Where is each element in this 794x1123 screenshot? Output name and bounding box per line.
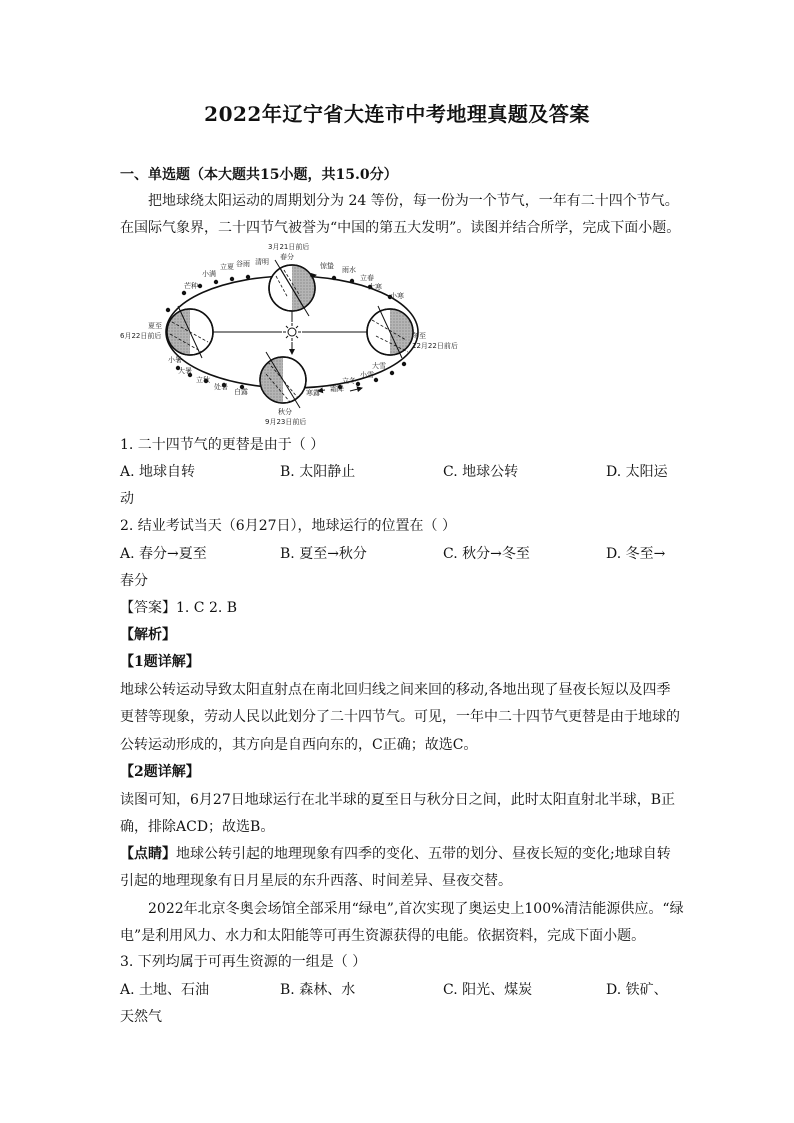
term-label: 立冬 xyxy=(342,377,356,385)
term-label: 惊蛰 xyxy=(320,262,334,270)
option-c[interactable]: C. 秋分→冬至 xyxy=(443,546,530,562)
term-label: 清明 xyxy=(255,258,269,266)
term-label: 寒露 xyxy=(306,389,320,397)
intro-line: 2022年北京冬奥会场馆全部采用“绿电”,首次实现了奥运史上100%清洁能源供应。“绿 xyxy=(148,901,684,917)
earth-autumn xyxy=(260,352,306,408)
term-label: 白露 xyxy=(234,388,248,396)
option-d[interactable]: D. 太阳运 xyxy=(606,464,668,480)
term-label: 雨水 xyxy=(342,266,356,274)
analysis-label: 【解析】 xyxy=(120,627,176,643)
option-a[interactable]: A. 春分→夏至 xyxy=(120,546,207,562)
sun-icon xyxy=(283,323,301,341)
detail2-text: 读图可知，6月27日地球运行在北半球的夏至日与秋分日之间，此时太阳直射北半球，B正 xyxy=(120,792,676,808)
answer-line: 【答案】1. C 2. B xyxy=(120,600,238,616)
autumn-label: 秋分 xyxy=(278,408,292,416)
term-label: 霜降 xyxy=(330,385,344,393)
detail1-text: 公转运动形成的，其方向是自西向东的，C正确；故选C。 xyxy=(120,737,478,753)
earth-winter xyxy=(367,306,413,358)
option-d[interactable]: D. 冬至→ xyxy=(606,546,666,562)
page-title: 2022年辽宁省大连市中考地理真题及答案 xyxy=(204,102,590,126)
summer-label: 夏至 xyxy=(148,322,162,330)
option-a[interactable]: A. 地球自转 xyxy=(120,464,196,480)
term-label: 谷雨 xyxy=(236,260,250,268)
term-label: 小寒 xyxy=(390,292,404,300)
option-c[interactable]: C. 地球公转 xyxy=(443,464,519,480)
term-label: 立夏 xyxy=(220,263,234,271)
term-label: 小雪 xyxy=(360,371,374,379)
autumn-date-label: 9月23日前后 xyxy=(265,418,307,426)
term-label: 小暑 xyxy=(168,356,182,364)
option-b[interactable]: B. 夏至→秋分 xyxy=(280,546,367,562)
winter-label: 冬至 xyxy=(412,332,426,340)
spring-label: 春分 xyxy=(280,253,294,261)
summer-date-label: 6月22日前后 xyxy=(120,332,162,340)
option-d-continuation: 春分 xyxy=(120,573,148,589)
option-a[interactable]: A. 土地、石油 xyxy=(120,982,210,998)
term-label: 芒种 xyxy=(184,282,198,290)
term-label: 小满 xyxy=(202,270,216,278)
intro-line: 电”是利用风力、水力和太阳能等可再生资源获得的电能。依据资料，完成下面小题。 xyxy=(120,928,646,944)
point-text: 引起的地理现象有日月星辰的东升西落、时间差异、昼夜交替。 xyxy=(120,873,512,889)
question-stem: 2. 结业考试当天（6月27日），地球运行的位置在（ ） xyxy=(120,518,456,534)
option-c[interactable]: C. 阳光、煤炭 xyxy=(443,982,533,998)
term-label: 大寒 xyxy=(368,283,382,291)
option-d-continuation: 动 xyxy=(120,491,134,507)
detail1-text: 地球公转运动导致太阳直射点在南北回归线之间来回的移动,各地出现了昼夜长短以及四季 xyxy=(120,682,671,698)
term-label: 立春 xyxy=(360,274,374,282)
detail2-text: 确，排除ACD；故选B。 xyxy=(120,819,275,835)
point-text-1: 地球公转引起的地理现象有四季的变化、五带的划分、昼夜长短的变化;地球自转 xyxy=(176,846,671,862)
spring-date-label: 3月21日前后 xyxy=(268,243,310,251)
detail1-label: 【1题详解】 xyxy=(120,654,200,670)
term-label: 大暑 xyxy=(178,367,192,375)
term-label: 大雪 xyxy=(372,362,386,370)
point-text xyxy=(120,844,680,864)
term-label: 立秋 xyxy=(196,376,210,384)
option-d[interactable]: D. 铁矿、 xyxy=(606,982,668,998)
earth-orbit-diagram xyxy=(120,240,465,432)
intro-line: 在国际气象界，二十四节气被誉为“中国的第五大发明”。读图并结合所学，完成下面小题。 xyxy=(120,220,681,236)
question-stem: 3. 下列均属于可再生资源的一组是（ ） xyxy=(120,954,367,970)
option-d-continuation: 天然气 xyxy=(120,1009,162,1025)
intro-line: 把地球绕太阳运动的周期划分为 24 等份，每一份为一个节气，一年有二十四个节气。 xyxy=(148,193,679,209)
option-b[interactable]: B. 森林、水 xyxy=(280,982,356,998)
earth-spring xyxy=(269,260,315,316)
question-stem: 1. 二十四节气的更替是由于（ ） xyxy=(120,437,325,453)
point-label: 【点睛】 xyxy=(120,846,176,862)
section-heading: 一、单选题（本大题共15小题，共15.0分） xyxy=(120,167,398,183)
earth-summer xyxy=(167,306,213,358)
detail1-text: 更替等现象，劳动人民以此划分了二十四节气。可见，一年中二十四节气更替是由于地球的 xyxy=(120,709,680,725)
detail2-label: 【2题详解】 xyxy=(120,764,200,780)
option-b[interactable]: B. 太阳静止 xyxy=(280,464,356,480)
winter-date-label: 12月22日前后 xyxy=(412,342,458,350)
term-label: 处暑 xyxy=(214,383,228,391)
